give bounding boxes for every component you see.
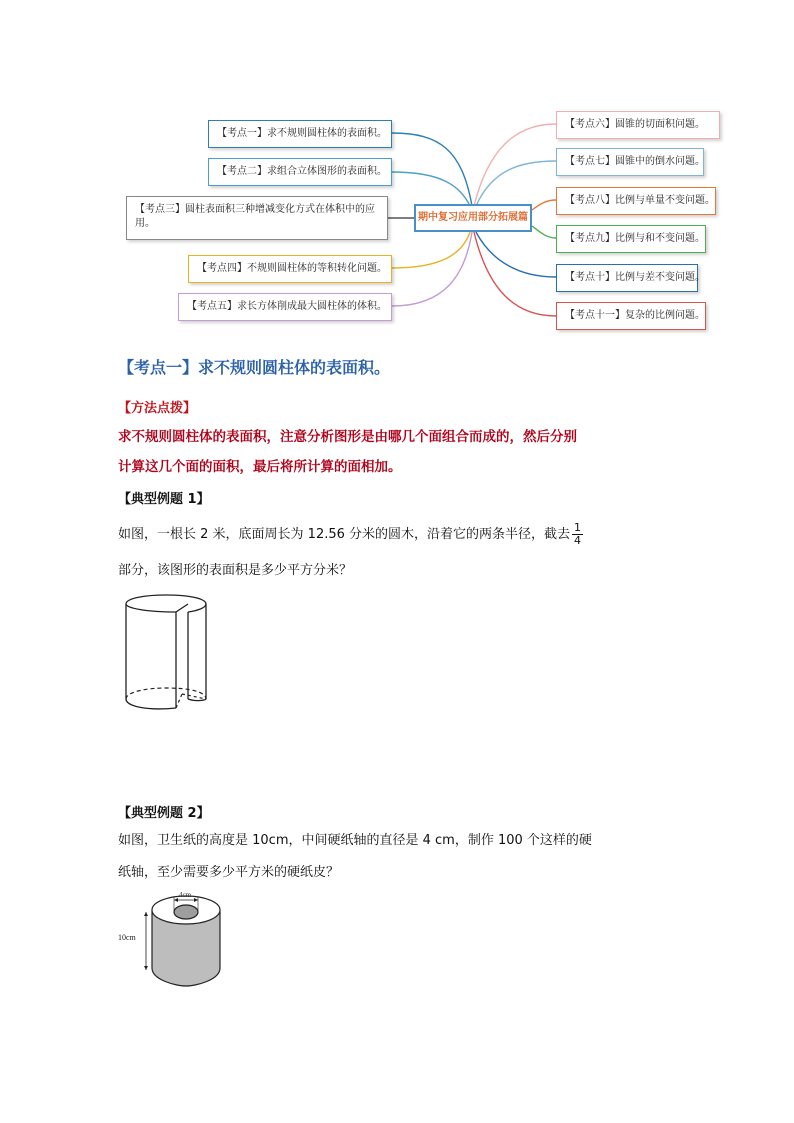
cut-cylinder-figure bbox=[116, 594, 216, 722]
mind-map-node-11: 【考点十一】复杂的比例问题。 bbox=[556, 302, 706, 330]
mind-map-node-7: 【考点七】圆锥中的倒水问题。 bbox=[556, 148, 704, 176]
height-label: 10cm bbox=[118, 933, 136, 942]
branch-8 bbox=[532, 200, 556, 210]
mind-map-node-4: 【考点四】不规则圆柱体的等积转化问题。 bbox=[188, 255, 392, 283]
mind-map-node-2: 【考点二】求组合立体图形的表面积。 bbox=[208, 158, 392, 186]
fraction-numerator: 1 bbox=[574, 521, 582, 534]
branch-5 bbox=[392, 232, 472, 306]
example-1-text-line-1 bbox=[118, 520, 678, 550]
mind-map-node-10: 【考点十】比例与差不变问题。 bbox=[556, 264, 698, 292]
example-2-text-line-2: 纸轴，至少需要多少平方米的硬纸皮？ bbox=[118, 865, 340, 880]
mind-map-center: 期中复习应用部分拓展篇 bbox=[414, 204, 532, 232]
branch-9 bbox=[532, 226, 556, 238]
branch-2 bbox=[392, 172, 470, 206]
branch-6 bbox=[474, 124, 556, 206]
diameter-label: 4cm bbox=[179, 891, 192, 899]
branch-11 bbox=[474, 232, 556, 316]
example-1-text-line-2: 部分，该图形的表面积是多少平方分米？ bbox=[118, 563, 353, 578]
branch-4 bbox=[392, 232, 470, 268]
branch-1 bbox=[392, 133, 472, 206]
method-text-line-1: 求不规则圆柱体的表面积，注意分析图形是由哪几个面组合而成的，然后分别 bbox=[118, 429, 577, 445]
mind-map bbox=[0, 0, 794, 340]
method-title: 【方法点拨】 bbox=[118, 401, 197, 416]
example-2-title: 【典型例题 2】 bbox=[118, 806, 210, 821]
mind-map-node-9: 【考点九】比例与和不变问题。 bbox=[556, 225, 706, 253]
toilet-paper-roll-figure bbox=[118, 888, 228, 992]
fraction-denominator: 4 bbox=[574, 534, 582, 547]
mind-map-node-6: 【考点六】圆锥的切面积问题。 bbox=[556, 111, 720, 139]
topic-title: 【考点一】求不规则圆柱体的表面积。 bbox=[118, 358, 391, 377]
mind-map-node-8: 【考点八】比例与单量不变问题。 bbox=[556, 187, 716, 215]
fraction bbox=[572, 522, 583, 547]
example-1-text-1: 如图，一根长 2 米，底面周长为 12.56 分米的圆木，沿着它的两条半径，截去 bbox=[118, 527, 571, 542]
example-2-text-line-1: 如图，卫生纸的高度是 10cm，中间硬纸轴的直径是 4 cm，制作 100 个这样的硬 bbox=[118, 833, 592, 848]
method-text-line-2: 计算这几个面的面积，最后将所计算的面相加。 bbox=[118, 459, 402, 475]
mind-map-node-3: 【考点三】圆柱表面积三种增减变化方式在体积中的应用。 bbox=[126, 196, 388, 240]
mind-map-node-5: 【考点五】求长方体削成最大圆柱体的体积。 bbox=[178, 293, 392, 321]
mind-map-node-1: 【考点一】求不规则圆柱体的表面积。 bbox=[208, 120, 392, 148]
example-1-title: 【典型例题 1】 bbox=[118, 492, 210, 507]
